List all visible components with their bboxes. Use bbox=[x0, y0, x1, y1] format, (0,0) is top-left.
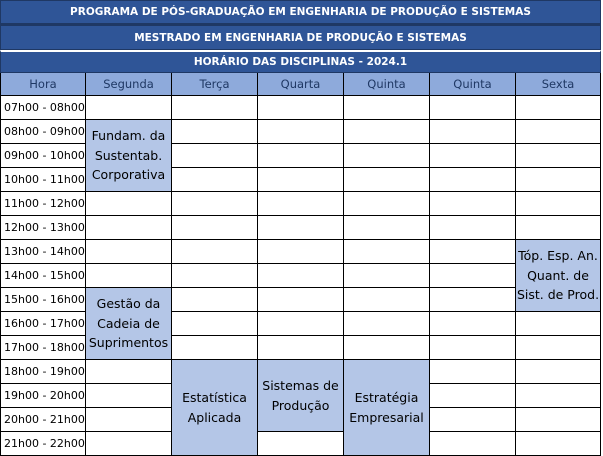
schedule-cell bbox=[172, 336, 258, 360]
schedule-cell bbox=[172, 192, 258, 216]
schedule-cell bbox=[344, 168, 430, 192]
column-header: Sexta bbox=[516, 73, 601, 96]
hour-cell: 13h00 - 14h00 bbox=[0, 240, 86, 264]
schedule-cell bbox=[86, 240, 172, 264]
schedule-cell bbox=[344, 312, 430, 336]
schedule-cell bbox=[430, 384, 516, 408]
hour-cell: 10h00 - 11h00 bbox=[0, 168, 86, 192]
course-name-line: Gestão da bbox=[96, 296, 161, 312]
hour-cell: 12h00 - 13h00 bbox=[0, 216, 86, 240]
schedule-cell bbox=[344, 96, 430, 120]
schedule-cell bbox=[172, 168, 258, 192]
hour-cell: 09h00 - 10h00 bbox=[0, 144, 86, 168]
schedule-cell bbox=[86, 432, 172, 456]
course-name bbox=[92, 126, 166, 184]
course-name-line: Tóp. Esp. An. bbox=[518, 248, 598, 264]
schedule-cell bbox=[344, 216, 430, 240]
course-name bbox=[89, 294, 168, 352]
course-name-line: Sustentab. bbox=[94, 147, 163, 163]
schedule-cell bbox=[86, 264, 172, 288]
schedule-cell bbox=[516, 312, 601, 336]
schedule-cell bbox=[258, 336, 344, 360]
schedule-cell bbox=[258, 96, 344, 120]
course-name-line: Estratégia bbox=[354, 390, 419, 406]
column-header: Quarta bbox=[258, 73, 344, 96]
schedule-cell bbox=[516, 96, 601, 120]
schedule-cell bbox=[430, 216, 516, 240]
schedule-cell bbox=[172, 144, 258, 168]
schedule-cell bbox=[516, 168, 601, 192]
schedule-cell bbox=[86, 216, 172, 240]
column-header: Terça bbox=[172, 73, 258, 96]
schedule-cell bbox=[172, 240, 258, 264]
course-name bbox=[517, 246, 599, 304]
hour-cell: 20h00 - 21h00 bbox=[0, 408, 86, 432]
schedule-cell bbox=[172, 288, 258, 312]
schedule-cell bbox=[430, 408, 516, 432]
schedule-cell bbox=[86, 192, 172, 216]
schedule-cell bbox=[430, 432, 516, 456]
course-name-line: Estatística bbox=[182, 390, 247, 406]
hour-cell: 18h00 - 19h00 bbox=[0, 360, 86, 384]
course-block bbox=[343, 359, 430, 456]
course-block bbox=[171, 359, 258, 456]
course-name-line: Empresarial bbox=[349, 409, 424, 425]
course-name bbox=[349, 388, 423, 427]
hour-cell: 16h00 - 17h00 bbox=[0, 312, 86, 336]
schedule-cell bbox=[516, 432, 601, 456]
course-name-line: Quant. de bbox=[527, 267, 589, 283]
hour-cell: 08h00 - 09h00 bbox=[0, 120, 86, 144]
schedule-cell bbox=[430, 288, 516, 312]
course-name-line: Sistemas de bbox=[262, 378, 339, 394]
course-name-line: Fundam. da bbox=[91, 128, 166, 144]
course-name-line: Cadeia de bbox=[97, 315, 160, 331]
schedule-cell bbox=[172, 312, 258, 336]
schedule-cell bbox=[430, 312, 516, 336]
column-header: Quinta bbox=[344, 73, 430, 96]
hour-cell: 07h00 - 08h00 bbox=[0, 96, 86, 120]
course-name-line: Sist. de Prod. bbox=[516, 287, 600, 303]
schedule-cell bbox=[344, 264, 430, 288]
schedule-cell bbox=[344, 192, 430, 216]
schedule-cell bbox=[258, 168, 344, 192]
schedule-cell bbox=[516, 384, 601, 408]
column-header: Segunda bbox=[86, 73, 172, 96]
schedule-cell bbox=[344, 336, 430, 360]
program-title: PROGRAMA DE PÓS-GRADUAÇÃO EM ENGENHARIA DE PRODUÇÃO E SISTEMAS bbox=[0, 0, 601, 24]
schedule-cell bbox=[516, 192, 601, 216]
schedule-cell bbox=[430, 336, 516, 360]
schedule-cell bbox=[516, 408, 601, 432]
hour-cell: 15h00 - 16h00 bbox=[0, 288, 86, 312]
course-name-line: Produção bbox=[271, 397, 330, 413]
schedule-cell bbox=[258, 120, 344, 144]
schedule-cell bbox=[258, 312, 344, 336]
hour-cell: 17h00 - 18h00 bbox=[0, 336, 86, 360]
hour-cell: 21h00 - 22h00 bbox=[0, 432, 86, 456]
schedule-cell bbox=[430, 360, 516, 384]
course-block bbox=[85, 119, 172, 192]
schedule-cell bbox=[344, 120, 430, 144]
schedule-cell bbox=[172, 216, 258, 240]
schedule-cell bbox=[430, 240, 516, 264]
schedule-cell bbox=[430, 144, 516, 168]
hour-cell: 11h00 - 12h00 bbox=[0, 192, 86, 216]
column-header: Hora bbox=[0, 73, 86, 96]
course-name-line: Corporativa bbox=[91, 167, 166, 183]
course-title: MESTRADO EM ENGENHARIA DE PRODUÇÃO E SISTEMAS bbox=[0, 24, 601, 50]
schedule-cell bbox=[430, 96, 516, 120]
schedule-cell bbox=[86, 96, 172, 120]
course-name-line: Aplicada bbox=[187, 409, 242, 425]
schedule-cell bbox=[258, 264, 344, 288]
course-block bbox=[85, 287, 172, 360]
schedule-cell bbox=[172, 120, 258, 144]
schedule-cell bbox=[516, 144, 601, 168]
schedule-cell bbox=[344, 288, 430, 312]
schedule-grid bbox=[0, 73, 601, 456]
schedule-cell bbox=[86, 408, 172, 432]
schedule-cell bbox=[258, 288, 344, 312]
schedule-cell bbox=[172, 264, 258, 288]
schedule-title: HORÁRIO DAS DISCIPLINAS - 2024.1 bbox=[0, 50, 601, 73]
schedule-cell bbox=[344, 240, 430, 264]
schedule-cell bbox=[516, 360, 601, 384]
schedule-cell bbox=[516, 336, 601, 360]
schedule-cell bbox=[172, 96, 258, 120]
schedule-cell bbox=[344, 144, 430, 168]
schedule-cell bbox=[430, 192, 516, 216]
schedule-cell bbox=[258, 216, 344, 240]
schedule-cell bbox=[258, 144, 344, 168]
schedule-cell bbox=[430, 120, 516, 144]
schedule-cell bbox=[430, 264, 516, 288]
schedule-cell bbox=[258, 240, 344, 264]
course-name bbox=[182, 388, 247, 427]
schedule-cell bbox=[258, 192, 344, 216]
schedule-cell bbox=[430, 168, 516, 192]
column-header: Quinta bbox=[430, 73, 516, 96]
schedule-cell bbox=[258, 432, 344, 456]
course-name-line: Suprimentos bbox=[88, 335, 169, 351]
hour-cell: 19h00 - 20h00 bbox=[0, 384, 86, 408]
schedule-cell bbox=[86, 384, 172, 408]
schedule-cell bbox=[86, 360, 172, 384]
course-block bbox=[515, 239, 601, 312]
hour-cell: 14h00 - 15h00 bbox=[0, 264, 86, 288]
schedule-cell bbox=[516, 216, 601, 240]
course-block bbox=[257, 359, 344, 432]
course-name bbox=[262, 376, 338, 415]
schedule-cell bbox=[516, 120, 601, 144]
